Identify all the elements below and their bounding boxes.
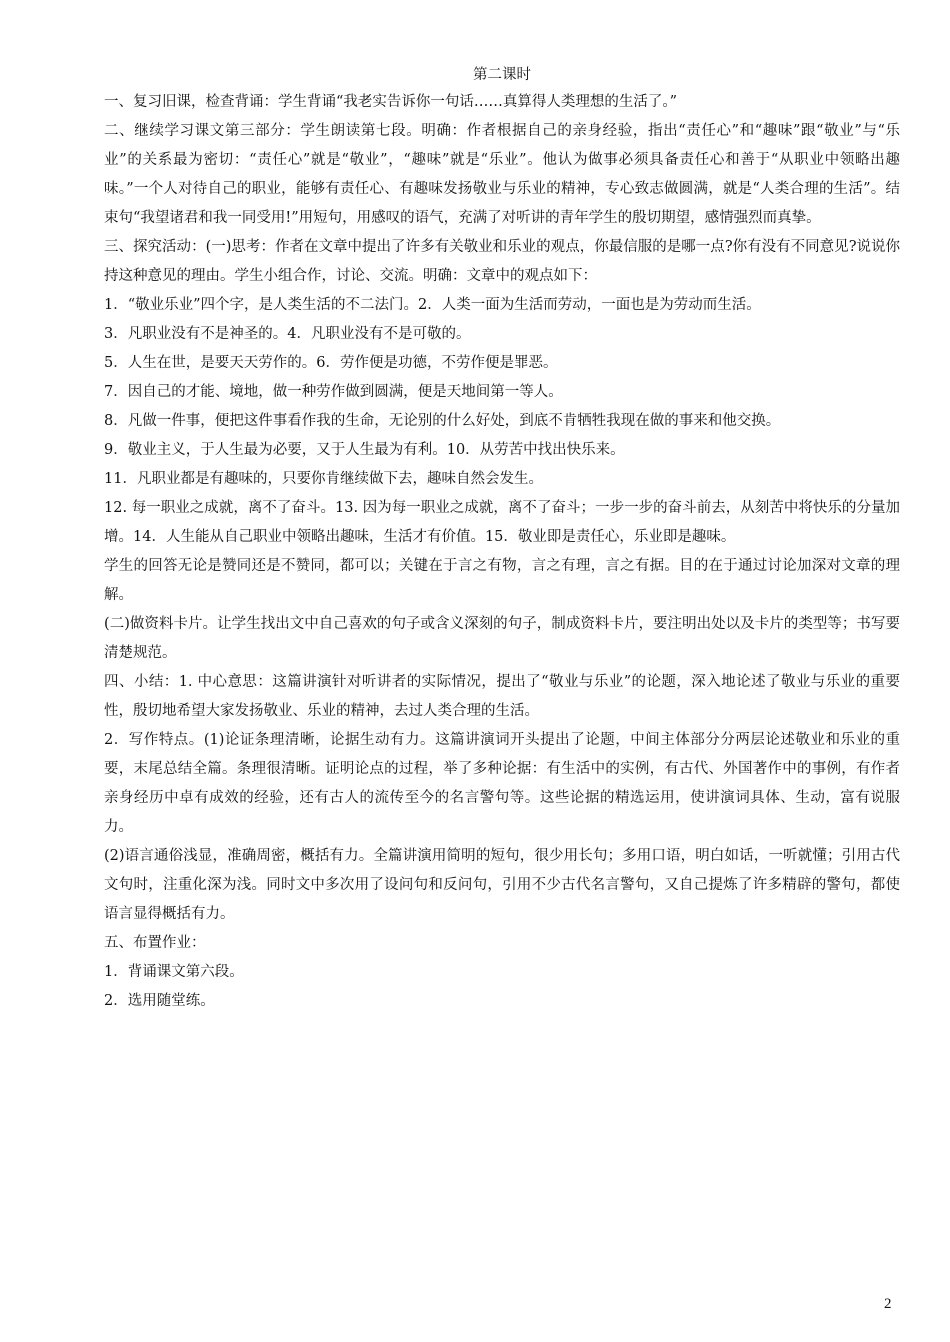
viewpoint-item-5-6: 5．人生在世，是要天天劳作的。6．劳作便是功德，不劳作便是罪恶。 [104,355,558,371]
paragraph-homework-heading: 五、布置作业： [104,935,206,951]
viewpoint-item-8: 8．凡做一件事，便把这件事看作我的生命，无论别的什么好处，到底不肯牺牲我现在做的事来和他交换。 [104,413,781,429]
homework-item-1: 1．背诵课文第六段。 [104,964,244,980]
viewpoint-item-7: 7．因自己的才能、境地，做一种劳作做到圆满，便是天地间第一等人。 [104,384,563,400]
paragraph-continue-study: 二、继续学习课文第三部分：学生朗读第七段。明确：作者根据自己的亲身经验，指出“责任心”和“趣味”跟“敬业”与“乐业”的关系最为密切：“责任心”就是“敬业”，“趣味”就是“乐业”。他认为做事必须具备责任心和善于“从职业中领略出趣味。”一个人对待自己的职业，能够有责任心、有趣味发扬敬业与乐业的精神，专心致志做圆满，就是“人类合理的生活”。结束句“我望诸君和我一同受用!”用短句，用感叹的语气，充满了对听讲的青年学生的殷切期望，感情强烈而真挚。 [104,123,900,226]
homework-item-2: 2．选用随堂练。 [104,993,215,1009]
paragraph-review: 一、复习旧课，检查背诵：学生背诵“我老实告诉你一句话……真算得人类理想的生活了。” [104,94,678,110]
viewpoint-item-1-2: 1．“敬业乐业”四个字，是人类生活的不二法门。2．人类一面为生活而劳动，一面也是为劳动而生活。 [104,297,761,313]
viewpoint-item-11: 11．凡职业都是有趣味的，只要你肯继续做下去，趣味自然会发生。 [104,471,543,487]
lesson-title: 第二课时 [473,67,531,83]
page-number: 2 [884,1296,892,1312]
viewpoint-item-3-4: 3．凡职业没有不是神圣的。4．凡职业没有不是可敬的。 [104,326,471,342]
paragraph-writing-features: 2．写作特点。(1)论证条理清晰，论据生动有力。这篇讲演词开头提出了论题，中间主体部分分两层论述敬业和乐业的重要，末尾总结全篇。条理很清晰。证明论点的过程，举了多种论据：有生活中的实例，有古代、外国著作中的事例，有作者亲身经历中卓有成效的经验，还有古人的流传至今的名言警句等。这些论据的精选运用，使讲演词具体、生动，富有说服力。 [104,732,900,835]
paragraph-language-features: (2)语言通俗浅显，准确周密，概括有力。全篇讲演用简明的短句，很少用长句；多用口语，明白如话，一听就懂；引用古代文句时，注重化深为浅。同时文中多次用了设问句和反问句，引用不少古代名言警句，又自己提炼了许多精辟的警句，都使语言显得概括有力。 [104,848,900,922]
paragraph-summary-main-idea: 四、小结：1. 中心意思：这篇讲演针对听讲者的实际情况，提出了“敬业与乐业”的论题，深入地论述了敬业与乐业的重要性，殷切地希望大家发扬敬业、乐业的精神，去过人类合理的生活。 [104,674,900,719]
viewpoint-item-9-10: 9．敬业主义，于人生最为必要，又于人生最为有利。10．从劳苦中找出快乐来。 [104,442,625,458]
paragraph-student-answers: 学生的回答无论是赞同还是不赞同，都可以；关键在于言之有物，言之有理，言之有据。目的在于通过讨论加深对文章的理解。 [104,558,900,603]
paragraph-inquiry-activity: 三、探究活动：(一)思考：作者在文章中提出了许多有关敬业和乐业的观点，你最信服的是哪一点?你有没有不同意见?说说你持这种意见的理由。学生小组合作，讨论、交流。明确：文章中的观点如下： [104,239,900,284]
viewpoint-item-12-15: 12. 每一职业之成就，离不了奋斗。13. 因为每一职业之成就，离不了奋斗；一步一步的奋斗前去，从刻苦中将快乐的分量加增。14．人生能从自己职业中领略出趣味，生活才有价值。15．敬业即是责任心，乐业即是趣味。 [104,500,900,545]
document-body [104,62,900,1016]
paragraph-data-cards: (二)做资料卡片。让学生找出文中自己喜欢的句子或含义深刻的句子，制成资料卡片，要注明出处以及卡片的类型等；书写要清楚规范。 [104,616,900,661]
